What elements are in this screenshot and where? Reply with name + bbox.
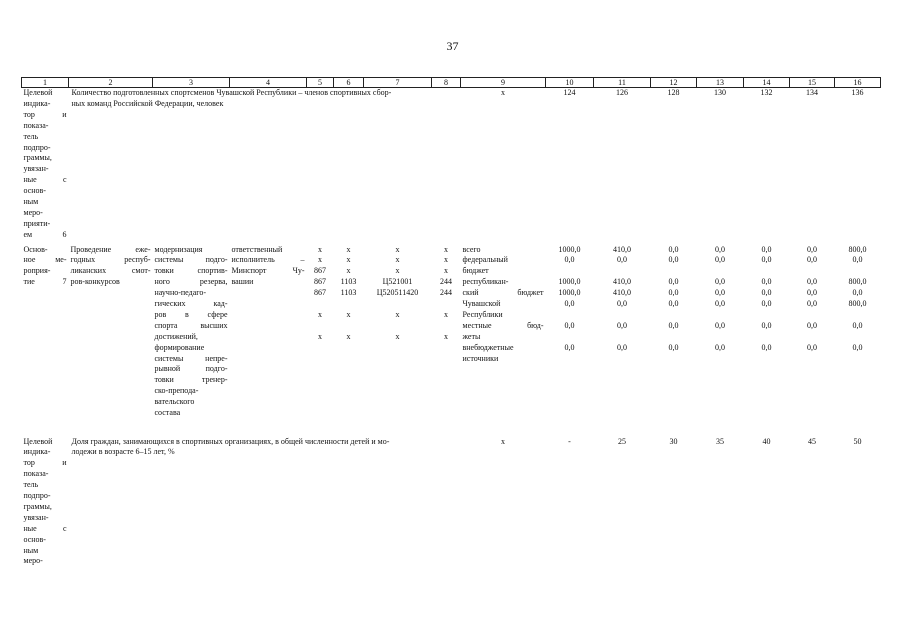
value-cell: 1000,0 <box>558 244 581 254</box>
spacer-line <box>746 332 788 343</box>
value-cell: 0,0 <box>564 320 575 330</box>
value-cell: 0,0 <box>761 299 772 309</box>
column-number-cell: 13 <box>697 78 744 88</box>
value-column <box>594 245 651 437</box>
value-cell: 0,0 <box>852 320 863 330</box>
text-line: ные с <box>23 523 67 533</box>
value-cell: 0,0 <box>617 299 627 309</box>
text-line: основ- <box>23 534 46 544</box>
column-number-row <box>22 78 881 88</box>
text-line: тель <box>23 131 39 141</box>
text-line: Целевой <box>23 88 53 97</box>
spacer-line <box>596 310 649 321</box>
value-column <box>790 245 835 437</box>
value-cell: 0,0 <box>668 288 679 298</box>
text-line: роприя- <box>23 266 51 276</box>
value-cell: 0,0 <box>668 244 679 254</box>
value-cell: 0,0 <box>668 320 679 330</box>
value-cell: 0,0 <box>668 342 679 352</box>
text-line: Ц520511420 <box>376 288 419 298</box>
spacer-line <box>653 332 695 343</box>
text-line: Чувашской <box>462 299 501 309</box>
column-number-cell: 7 <box>364 78 432 88</box>
text-line: х <box>444 255 448 265</box>
column-number-cell: 14 <box>744 78 790 88</box>
text-line: ные с <box>23 175 67 185</box>
text-line: Минспорт Чу- <box>231 266 305 276</box>
text-line: х <box>395 266 400 276</box>
text-line: подпро- <box>23 491 51 501</box>
text-line: исполнитель – <box>231 255 305 265</box>
text-line: х <box>346 266 351 276</box>
spacer-line <box>837 310 879 321</box>
text-line: системы подго- <box>154 255 228 265</box>
text-line: 867 <box>314 277 326 287</box>
value-column <box>697 245 744 437</box>
text-line: ров-конкурсов <box>70 277 120 287</box>
value-cell: 0,0 <box>668 299 679 309</box>
column-number-cell: 12 <box>651 78 697 88</box>
value-cell: 50 <box>853 436 862 446</box>
column-number-cell: 15 <box>790 78 835 88</box>
text-line: состава <box>154 408 181 418</box>
spacer-line <box>837 332 879 343</box>
text-line: х <box>318 309 322 319</box>
text-line: ликанских смот- <box>70 266 151 276</box>
spacer-line <box>837 266 879 277</box>
spacer-line <box>596 332 649 343</box>
spacer-line <box>653 310 695 321</box>
text-line: х <box>346 244 351 254</box>
spacer-line <box>699 266 742 277</box>
value-cell: 0,0 <box>852 255 863 265</box>
row-type-cell <box>22 437 69 577</box>
text-line: рывной подго- <box>154 364 228 374</box>
text-line: товки тренер- <box>154 375 228 385</box>
column-number-cell: 1 <box>22 78 69 88</box>
text-line: спорта высших <box>154 320 228 330</box>
text-line: тие 7 <box>23 277 67 287</box>
value-cell: 0,0 <box>761 277 772 287</box>
value-cell: 128 <box>667 88 680 97</box>
text-line: достижений, <box>154 331 198 341</box>
text-line: подпро- <box>23 142 51 152</box>
text-line: показа- <box>23 469 49 479</box>
value-cell: 0,0 <box>715 299 725 309</box>
text-line: х <box>395 309 400 319</box>
column-number-cell: 16 <box>835 78 881 88</box>
text-line <box>434 321 459 332</box>
text-line: ное ме- <box>23 255 67 265</box>
text-line: 867 <box>314 288 326 298</box>
text-line: Целевой <box>23 436 53 446</box>
value-cell: 0,0 <box>564 342 575 352</box>
spacer-line <box>596 266 649 277</box>
text-line: ответственный <box>231 244 283 254</box>
table-row <box>22 88 881 245</box>
column-number-cell: 6 <box>334 78 364 88</box>
text-line: 244 <box>440 288 452 298</box>
value-cell: 132 <box>760 88 773 97</box>
value-cell: 40 <box>762 436 771 446</box>
value-cell: 410,0 <box>613 277 631 287</box>
text-line: годных респуб- <box>70 255 151 265</box>
text-line: жеты <box>462 331 481 341</box>
text-line: показа- <box>23 120 49 130</box>
text-line: формирование <box>154 342 205 352</box>
text-line: х <box>346 331 351 341</box>
value-column <box>651 245 697 437</box>
spacer-line <box>699 332 742 343</box>
program-table <box>21 77 881 577</box>
value-column <box>835 245 881 437</box>
value-cell: 1000,0 <box>558 288 581 298</box>
value-cell: 136 <box>851 88 864 97</box>
text-line: Республики <box>462 309 503 319</box>
value-cell: 0,0 <box>807 299 817 309</box>
value-cell: 0,0 <box>852 342 863 352</box>
value-cell: 0,0 <box>668 277 679 287</box>
column-number-cell: 2 <box>69 78 153 88</box>
text-line: республикан- <box>462 277 509 287</box>
value-cell: 134 <box>806 88 818 97</box>
text-line: всего <box>462 244 481 254</box>
text-line <box>434 299 459 310</box>
text-line: местные бюд- <box>462 320 544 330</box>
column-number-cell: 8 <box>432 78 461 88</box>
text-line: индика- <box>23 447 51 457</box>
table-row <box>22 437 881 577</box>
spacer-line <box>792 310 833 321</box>
text-line: вашии <box>231 277 254 287</box>
text-line: Проведение еже- <box>70 244 151 254</box>
text-line: Доля граждан, занимающихся в спортивных организациях, в общей численности детей и мо- <box>71 436 390 446</box>
value-cell: 124 <box>563 88 576 97</box>
text-line: вательского <box>154 397 195 407</box>
text-line: товки спортив- <box>154 266 228 276</box>
text-line <box>309 321 332 332</box>
text-line: х <box>395 331 400 341</box>
text-line: меро- <box>23 207 43 217</box>
value-cell: 45 <box>808 436 816 446</box>
text-line: федеральный <box>462 255 508 265</box>
value-cell: 0,0 <box>668 255 679 265</box>
source-cell: х <box>501 436 505 446</box>
executor-cell <box>230 245 307 437</box>
spacer-line <box>746 310 788 321</box>
text-line: Основ- <box>23 244 48 254</box>
value-cell: 0,0 <box>617 320 627 330</box>
text-line: увязан- <box>23 512 49 522</box>
text-line <box>366 321 430 332</box>
activity-name-cell <box>69 245 153 437</box>
value-cell: 1000,0 <box>558 277 581 287</box>
text-line: ем 6 <box>23 229 67 239</box>
column-number-cell: 10 <box>546 78 594 88</box>
text-line <box>366 299 430 310</box>
activity-goal-cell <box>153 245 230 437</box>
row-type-cell <box>22 88 69 245</box>
value-cell: 0,0 <box>807 320 817 330</box>
value-cell: 0,0 <box>761 244 772 254</box>
text-line: ский бюджет <box>462 288 544 298</box>
spacer-line <box>746 266 788 277</box>
text-line: тор и <box>23 109 67 119</box>
text-line: 867 <box>314 266 326 276</box>
text-line: индика- <box>23 98 51 108</box>
text-line <box>336 299 362 310</box>
text-line: х <box>395 255 400 265</box>
spacer-line <box>548 332 592 343</box>
value-cell: 0,0 <box>807 255 817 265</box>
text-line: 1103 <box>340 288 357 298</box>
text-line: х <box>395 244 400 254</box>
text-line: ско-препода- <box>154 386 199 396</box>
table-row <box>22 245 881 437</box>
source-cell: х <box>501 88 505 97</box>
text-line: х <box>444 244 448 254</box>
indicator-description <box>69 88 461 245</box>
spacer-line <box>792 266 833 277</box>
value-cell: 0,0 <box>617 255 627 265</box>
value-cell: 0,0 <box>807 342 817 352</box>
text-line: тор и <box>23 458 67 468</box>
text-line: меро- <box>23 556 43 566</box>
text-line: граммы, <box>23 153 52 163</box>
column-number-cell: 5 <box>307 78 334 88</box>
text-line: ных команд Российской Федерации, человек <box>71 98 224 108</box>
document-table-area <box>21 77 880 577</box>
value-cell: 800,0 <box>848 244 867 254</box>
text-line: х <box>346 309 351 319</box>
column-number-cell: 3 <box>153 78 230 88</box>
value-column <box>744 245 790 437</box>
text-line: увязан- <box>23 164 49 174</box>
value-cell: 0,0 <box>715 320 725 330</box>
value-cell: 0,0 <box>715 288 725 298</box>
text-line: х <box>444 331 448 341</box>
text-line: ным <box>23 197 39 207</box>
funding-source-cell <box>461 245 546 437</box>
row-type-cell <box>22 245 69 437</box>
value-cell: 800,0 <box>848 277 867 287</box>
code-cell <box>364 245 432 437</box>
text-line: тель <box>23 480 39 490</box>
value-cell: - <box>568 436 571 446</box>
text-line: ного резерва, <box>154 277 228 287</box>
text-line: гических кад- <box>154 299 228 309</box>
code-cell <box>307 245 334 437</box>
text-line: граммы, <box>23 501 52 511</box>
text-line: основ- <box>23 186 46 196</box>
value-cell: 0,0 <box>715 244 725 254</box>
text-line: прияти- <box>23 218 51 228</box>
value-cell: 410,0 <box>613 288 631 298</box>
spacer-line <box>792 332 833 343</box>
value-cell: 35 <box>716 436 724 446</box>
text-line: Ц521001 <box>382 277 413 287</box>
value-cell: 0,0 <box>807 277 817 287</box>
value-cell: 25 <box>618 436 626 446</box>
value-cell: 0,0 <box>564 255 575 265</box>
text-line: модернизация <box>154 244 203 254</box>
value-cell: 800,0 <box>848 299 867 309</box>
value-cell: 30 <box>669 436 678 446</box>
text-line: системы непре- <box>154 353 228 363</box>
text-line: 244 <box>440 277 452 287</box>
text-line: х <box>346 255 351 265</box>
text-line <box>336 321 362 332</box>
indicator-description <box>69 437 461 577</box>
value-cell: 0,0 <box>807 244 817 254</box>
column-number-cell: 9 <box>461 78 546 88</box>
text-line: х <box>444 309 448 319</box>
value-cell: 0,0 <box>761 255 772 265</box>
code-cell <box>432 245 461 437</box>
text-line: Количество подготовленных спортсменов Чувашской Республики – членов спортивных сбор- <box>71 88 392 97</box>
value-cell: 0,0 <box>761 288 772 298</box>
value-cell: 126 <box>616 88 628 97</box>
column-number-cell: 4 <box>230 78 307 88</box>
text-line: ным <box>23 545 39 555</box>
spacer-line <box>653 266 695 277</box>
value-cell: 0,0 <box>564 299 575 309</box>
spacer-line <box>699 310 742 321</box>
text-line: х <box>318 255 322 265</box>
text-line: источники <box>462 353 499 363</box>
column-number-cell: 11 <box>594 78 651 88</box>
text-line: бюджет <box>462 266 489 276</box>
spacer-line <box>548 310 592 321</box>
text-line: ров в сфере <box>154 309 228 319</box>
value-cell: 0,0 <box>715 255 725 265</box>
text-line: научно-педаго- <box>154 288 206 298</box>
text-line: лодежи в возрасте 6–15 лет, % <box>71 447 175 457</box>
text-line: внебюджетные <box>462 342 514 352</box>
value-cell: 0,0 <box>715 277 725 287</box>
text-line: 1103 <box>340 277 357 287</box>
value-cell: 0,0 <box>617 342 627 352</box>
value-cell: 0,0 <box>761 342 772 352</box>
value-column <box>546 245 594 437</box>
page-number: 37 <box>446 39 459 53</box>
text-line: х <box>444 266 448 276</box>
value-cell: 0,0 <box>852 288 863 298</box>
value-cell: 0,0 <box>761 320 772 330</box>
text-line: х <box>318 244 322 254</box>
spacer-line <box>548 266 592 277</box>
code-cell <box>334 245 364 437</box>
value-cell: 0,0 <box>807 288 817 298</box>
text-line <box>309 299 332 310</box>
value-cell: 410,0 <box>613 244 631 254</box>
value-cell: 130 <box>714 88 726 97</box>
value-cell: 0,0 <box>715 342 725 352</box>
text-line: х <box>318 331 322 341</box>
